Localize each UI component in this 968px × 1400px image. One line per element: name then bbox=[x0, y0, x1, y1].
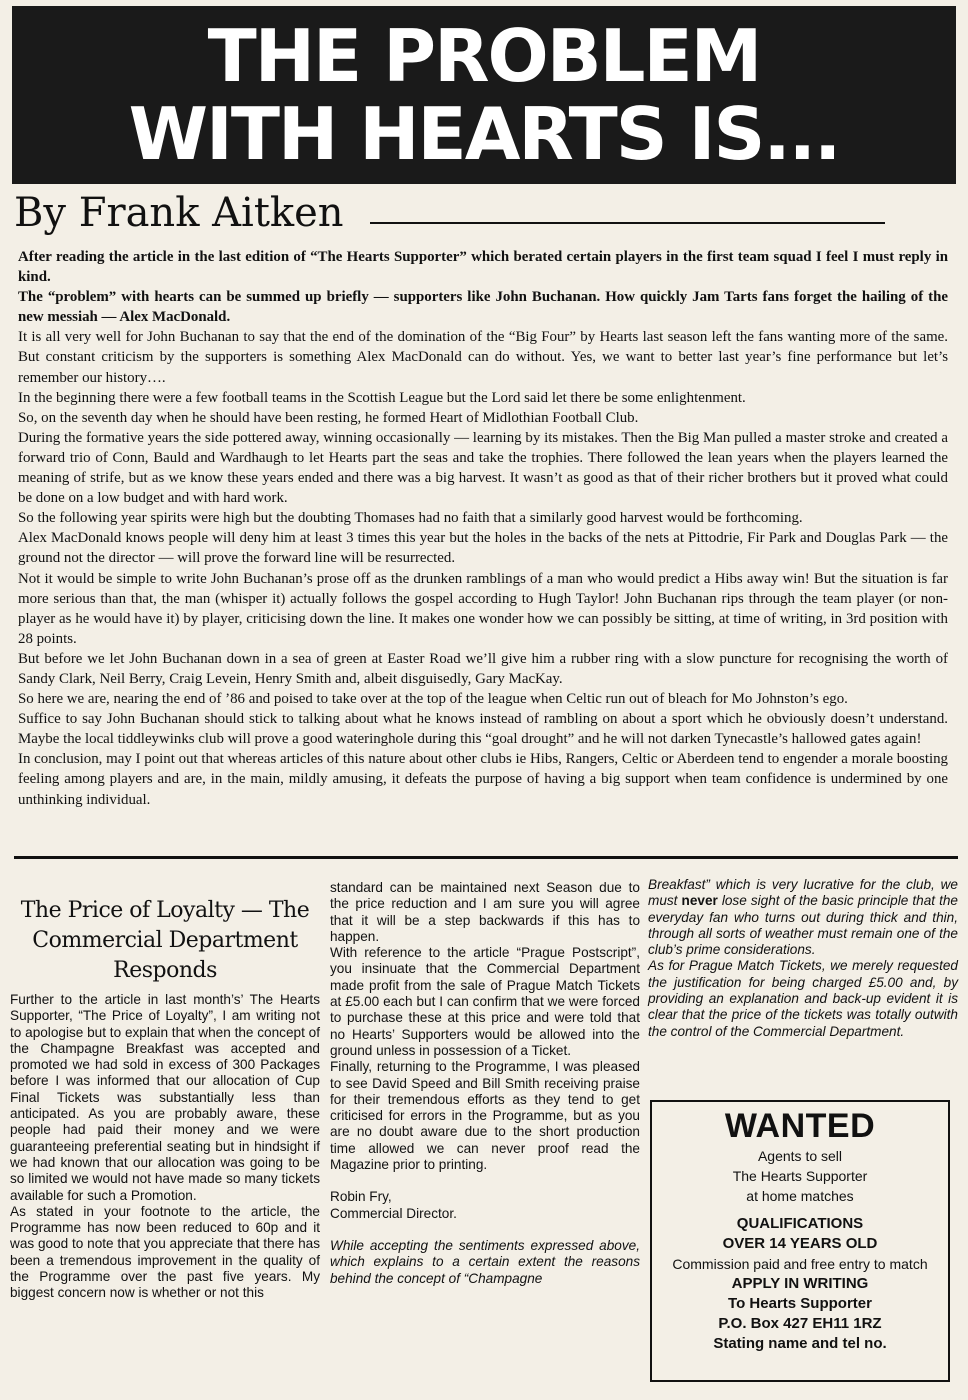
letter-paragraph: With reference to the article “Prague Postscript”, you insinuate that the Commercial Department made profit from the sale of Prague Match Tickets at £5.00 each but I can confirm that we were forced to purchase these at this price and were told that no Hearts’ Supporters would be allowed into the ground unless in possession of a Ticket. bbox=[330, 945, 640, 1058]
letter-paragraph: standard can be maintained next Season due to the price reduction and I am sure you will agree that it will be a step backwards if this has to happen. bbox=[330, 880, 640, 944]
byline: By Frank Aitken bbox=[14, 190, 344, 236]
wanted-qualifications: QUALIFICATIONS bbox=[736, 1215, 864, 1232]
article-paragraph: During the formative years the side pottered away, winning occasionally — learning by its mistakes. Then the Big Man pulled a master stroke and created a forward trio of Conn, Bauld and Wardhaugh to let Hearts part the seas and take the trophies. There followed the lean years when the players learned the meaning of strife, but as we know these years ended and there was a big harvest. It wasn’t as good as that of their richer brothers but it proved what could be done on a low budget and with hard work. bbox=[18, 429, 948, 507]
wanted-line: at home matches bbox=[746, 1188, 854, 1204]
wanted-advert bbox=[650, 1100, 950, 1382]
reply-text: lose sight of the basic principle that the everyday fan who turns out during thick and thin, through all sorts of weather must remain one of the club’s prime considerations. bbox=[648, 893, 958, 958]
article-intro-paragraph: After reading the article in the last edition of “The Hearts Supporter” which berated certain players in the first team squad I feel I must reply in kind. bbox=[18, 249, 948, 286]
article-paragraph: It is all very well for John Buchanan to say that the end of the domination of the “Big Four” by Hearts last season left the fans wanting more of the same. But constant criticism by the supporters is something Alex MacDonald can do without. Yes, we want to better last year’s fine performance but let’s remember our history…. bbox=[18, 329, 948, 386]
section-divider bbox=[14, 856, 958, 859]
signature-name: Robin Fry, bbox=[330, 1189, 392, 1205]
article-paragraph: But before we let John Buchanan down in a sea of green at Easter Road we’ll give him a rubber ring with a slow puncture for recognising the worth of Sandy Clark, Neil Berry, Craig Levein, Henry Smith and, albeit disguisedly, Gary MacKay. bbox=[18, 650, 948, 687]
byline-rule bbox=[370, 222, 885, 224]
article-paragraph: So, on the seventh day when he should have been resting, he formed Heart of Midlothian Football Club. bbox=[18, 409, 639, 426]
title-line-1: THE PROBLEM bbox=[207, 14, 761, 98]
letter-column-3 bbox=[648, 877, 958, 1040]
article-intro-paragraph: The “problem” with hearts can be summed up briefly — supporters like John Buchanan. How quickly Jam Tarts fans forget the hailing of the new messiah — Alex MacDonald. bbox=[18, 289, 948, 326]
editor-reply: While accepting the sentiments expressed above, which explains to a certain extent the reasons behind the concept of “Champagne bbox=[330, 1237, 640, 1286]
wanted-apply: APPLY IN WRITING bbox=[731, 1275, 869, 1292]
wanted-title: WANTED bbox=[724, 1107, 876, 1145]
reply-emphasis: never bbox=[681, 893, 718, 909]
article-paragraph: Suffice to say John Buchanan should stick to talking about what he knows instead of rambling on about a sport which he obviously doesn’t understand. Maybe the local tiddleywinks club will prove a good wateringhole during this “goal drought” and he will not darken Tynecastle’s hallowed gates again! bbox=[18, 711, 948, 748]
editor-reply-paragraph: As for Prague Match Tickets, we merely requested the justification for being charged £5.00 and, by providing an explanation and back-up evident it is clear that the price of the tickets was totally outwith the control of the Commercial Department. bbox=[648, 958, 958, 1039]
article-body bbox=[18, 247, 948, 810]
title-banner bbox=[12, 6, 956, 184]
wanted-line: Agents to sell bbox=[757, 1148, 843, 1164]
wanted-address: P.O. Box 427 EH11 1RZ bbox=[718, 1315, 882, 1332]
title-line-2: WITH HEARTS IS... bbox=[128, 92, 840, 176]
article-paragraph: In conclusion, may I point out that whereas articles of this nature about other clubs ie Hibs, Rangers, Celtic or Aberdeen tend to engender a morale boosting feeling among players and are, in the main, mildly amusing, it defeats the purpose of having a big support when team confidence is undermined by one unthinking individual. bbox=[18, 751, 948, 808]
article-paragraph: So the following year spirits were high but the doubting Thomases had no faith that a similarly good harvest would be forthcoming. bbox=[18, 510, 803, 527]
letter-paragraph: Further to the article in last month’s’ The Hearts Supporter, “The Price of Loyalty”, I am writing not to apologise but to explain that when the concept of the Champagne Breakfast was accepted and promoted we had sold in excess of 300 Packages before I was informed that our allocation of Cup Final Tickets was substantially less than anticipated. As you are probably aware, these people had paid their money and we were guaranteeing preferential seating but in hindsight if we had known that our allocation was going to be so limited we would not have made so many tickets available for such a Promotion. bbox=[10, 992, 320, 1203]
article-paragraph: So here we are, nearing the end of ’86 and poised to take over at the top of the league when Celtic run out of bleach for Mo Johnston’s ego. bbox=[18, 691, 848, 708]
wanted-stating: Stating name and tel no. bbox=[713, 1335, 887, 1352]
reply-text: Breakfast” which is very lucrative for the club, we must bbox=[648, 877, 958, 909]
article-paragraph: Not it would be simple to write John Buchanan’s prose off as the drunken ramblings of a man who would predict a Hibs away win! But the situation is far more serious than that, the man (whisper it) actually follows the gospel according to Hugh Taylor! John Buchanan rips through the team player (or non-player as he would have it) by player, criticising down the line. It makes one wonder how we can possibly be sitting, at time of writing, in 3rd position with 28 points. bbox=[18, 570, 948, 647]
wanted-commission: Commission paid and free entry to match bbox=[672, 1256, 928, 1272]
letter-column-1 bbox=[10, 880, 320, 1302]
letter-paragraph: Finally, returning to the Programme, I was pleased to see David Speed and Bill Smith receiving praise for their tremendous efforts as they tend to get criticised for errors in the Programme, but as you are no doubt aware due to the short production time allowed we can never proof read the Magazine prior to printing. bbox=[330, 1059, 640, 1173]
letter-column-2 bbox=[330, 880, 640, 1287]
wanted-age: OVER 14 YEARS OLD bbox=[722, 1235, 878, 1252]
letter-paragraph: As stated in your footnote to the article, the Programme has now been reduced to 60p and it was good to note that you appreciate that there has been a tremendous improvement in the quality of the Programme over the past five years. My biggest concern now is whether or not this bbox=[10, 1203, 320, 1301]
editor-reply-continued bbox=[648, 877, 958, 958]
wanted-line: The Hearts Supporter bbox=[732, 1168, 868, 1184]
wanted-to: To Hearts Supporter bbox=[728, 1295, 872, 1312]
article-paragraph: In the beginning there were a few football teams in the Scottish League but the Lord said let there be some enlightenment. bbox=[18, 389, 746, 406]
article-paragraph: Alex MacDonald knows people will deny him at least 3 times this year but the holes in the backs of the nets at Pittodrie, Fir Park and Douglas Park — the ground not the director — will prove the forward line will be resurrected. bbox=[18, 530, 948, 567]
letter-headline: The Price of Loyalty — The Commercial Department Responds bbox=[20, 898, 310, 983]
signature-title: Commercial Director. bbox=[330, 1205, 457, 1221]
